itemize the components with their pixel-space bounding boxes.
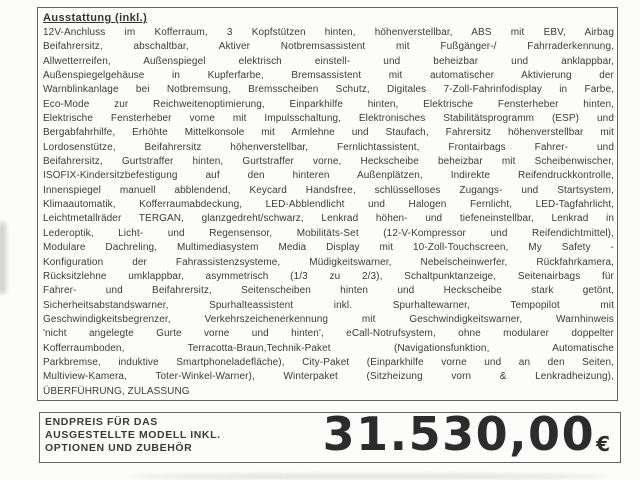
price-label-line: ENDPREIS FÜR DAS (45, 416, 158, 428)
scan-smudge-bottom (130, 474, 610, 479)
equipment-line: Sicherheitsabstandswarner, Spurhalteassistent inkl. Spurhaltewarner, Tempopilot mit (43, 299, 614, 311)
equipment-line: 12V-Anchluss im Kofferraum, 3 Kopfstützen hinten, höhenverstellbar, ABS mit EBV, Airbag (43, 27, 614, 38)
equipment-line: Rücksitzlehne umklappbar, asymmetrisch (1/3 zu 2/3), Schaltpunktanzeige, Seitenairbags für (43, 270, 614, 282)
equipment-line: Innenspiegel manuell abblendend, Keycard Handsfree, schlüsselloses Zugangs- und Startsystem, (43, 184, 614, 196)
price-label-line: AUSGESTELLTE MODELL INKL. (45, 429, 221, 441)
equipment-line: Lordosenstütze, Beifahrersitz höhenverstellbar, Fernlichtassistent, Frontairbags Fahrer- und (43, 141, 614, 153)
equipment-line: Fahrer- und Beifahrersitz, Seitenscheiben hinten und Heckscheibe stark getönt, (43, 285, 614, 297)
equipment-line: Parkbremse, induktive Smartphoneladefläche), City-Paket (Einparkhilfe vorne und an den Seiten, (43, 356, 614, 368)
equipment-line: Multiview-Kamera, Toter-Winkel-Warner), Winterpaket (Sitzheizung vorn & Lenkradheizung), (43, 371, 614, 383)
equipment-line: Eco-Mode zur Reichweitenoptimierung, Einparkhilfe hinten, Elektrische Fensterheber hinten, (43, 98, 614, 110)
equipment-line: Konfiguration der Fahrassistenzsysteme, Müdigkeitswarner, Nebelscheinwerfer, Rückfahrkamera, (43, 256, 614, 268)
equipment-title: Ausstattung (inkl.) (43, 12, 148, 24)
equipment-line: ÜBERFÜHRUNG, ZULASSUNG (43, 385, 190, 397)
equipment-line: Warnblinkanlage bei Notbremsung, Bremsscheiben Schutz, Digitales 7-Zoll-Fahrinfodisplay in Farbe, (43, 84, 614, 96)
euro-currency-sign: € (596, 432, 610, 456)
equipment-line: ISOFIX-Kindersitzbefestigung auf den hinteren Außenplätzen, Indirekte Reifendruckkontrolle, (43, 170, 614, 182)
price-value-group (322, 407, 620, 461)
equipment-line: Beifahrersitz, abschaltbar, Aktiver Notbremsassistent mit Fußgänger-/ Fahrraderkennung, (43, 41, 614, 53)
equipment-line: Leichtmetallräder TERGAN, glanzgedreht/schwarz, Lenkrad höhen- und tiefeneinstellbar, Lenkrad in (43, 213, 614, 225)
equipment-line: Außenspiegelgehäuse in Kupferfarbe, Bremsassistent mit automatischer Aktivierung der (43, 70, 614, 82)
equipment-line: 'nicht angelegte Gurte vorne und hinten', eCall-Notrufsystem, ohne modularer doppelter (43, 328, 614, 340)
price-value: 31.530,00 (322, 407, 596, 461)
equipment-line: Klimaautomatik, Kofferraumabdeckung, LED-Abblendlicht und Halogen Fernlicht, LED-Tagfahrlicht, (43, 199, 614, 211)
equipment-line: Bergabfahrhilfe, Erhöhte Mittelkonsole mit Armlehne und Staufach, Fahrersitz höhenverstellbar mit (43, 127, 614, 139)
price-label (40, 413, 221, 455)
equipment-line: Modulare Dachreling, Multimediasystem Media Display mit 10-Zoll-Touchscreen, My Safety - (43, 242, 614, 254)
price-box (39, 407, 621, 463)
equipment-line: Beifahrersitz, Gurtstraffer hinten, Gurtstraffer vorne, Heckscheibe beheizbar mit Scheibenwischer, (43, 156, 614, 168)
equipment-line: Allwetterreifen, Außenspiegel elektrisch einstell- und beheizbar und anklappbar, (43, 55, 614, 67)
equipment-line: Kofferraumboden, Terracotta-Braun,Technik-Paket (Navigationsfunktion, Automatische (43, 342, 614, 354)
equipment-box (37, 7, 618, 401)
equipment-line: Elektrische Fensterheber vorne mit Impulsschaltung, Elektronisches Stabilitätsprogramm (ESP) und (43, 113, 614, 125)
equipment-list (43, 26, 614, 399)
price-label-line: OPTIONEN UND ZUBEHÖR (45, 442, 193, 454)
equipment-line: Lederoptik, Licht- und Regensensor, Mobilitäts-Set (12-V-Kompressor und Reifendichtmittel), (43, 227, 614, 239)
scan-smudge-left (0, 222, 6, 294)
equipment-line: Geschwindigkeitsbegrenzer, Verkehrszeichenerkennung mit Geschwindigkeitswarner, Warnhinweis (43, 313, 614, 325)
